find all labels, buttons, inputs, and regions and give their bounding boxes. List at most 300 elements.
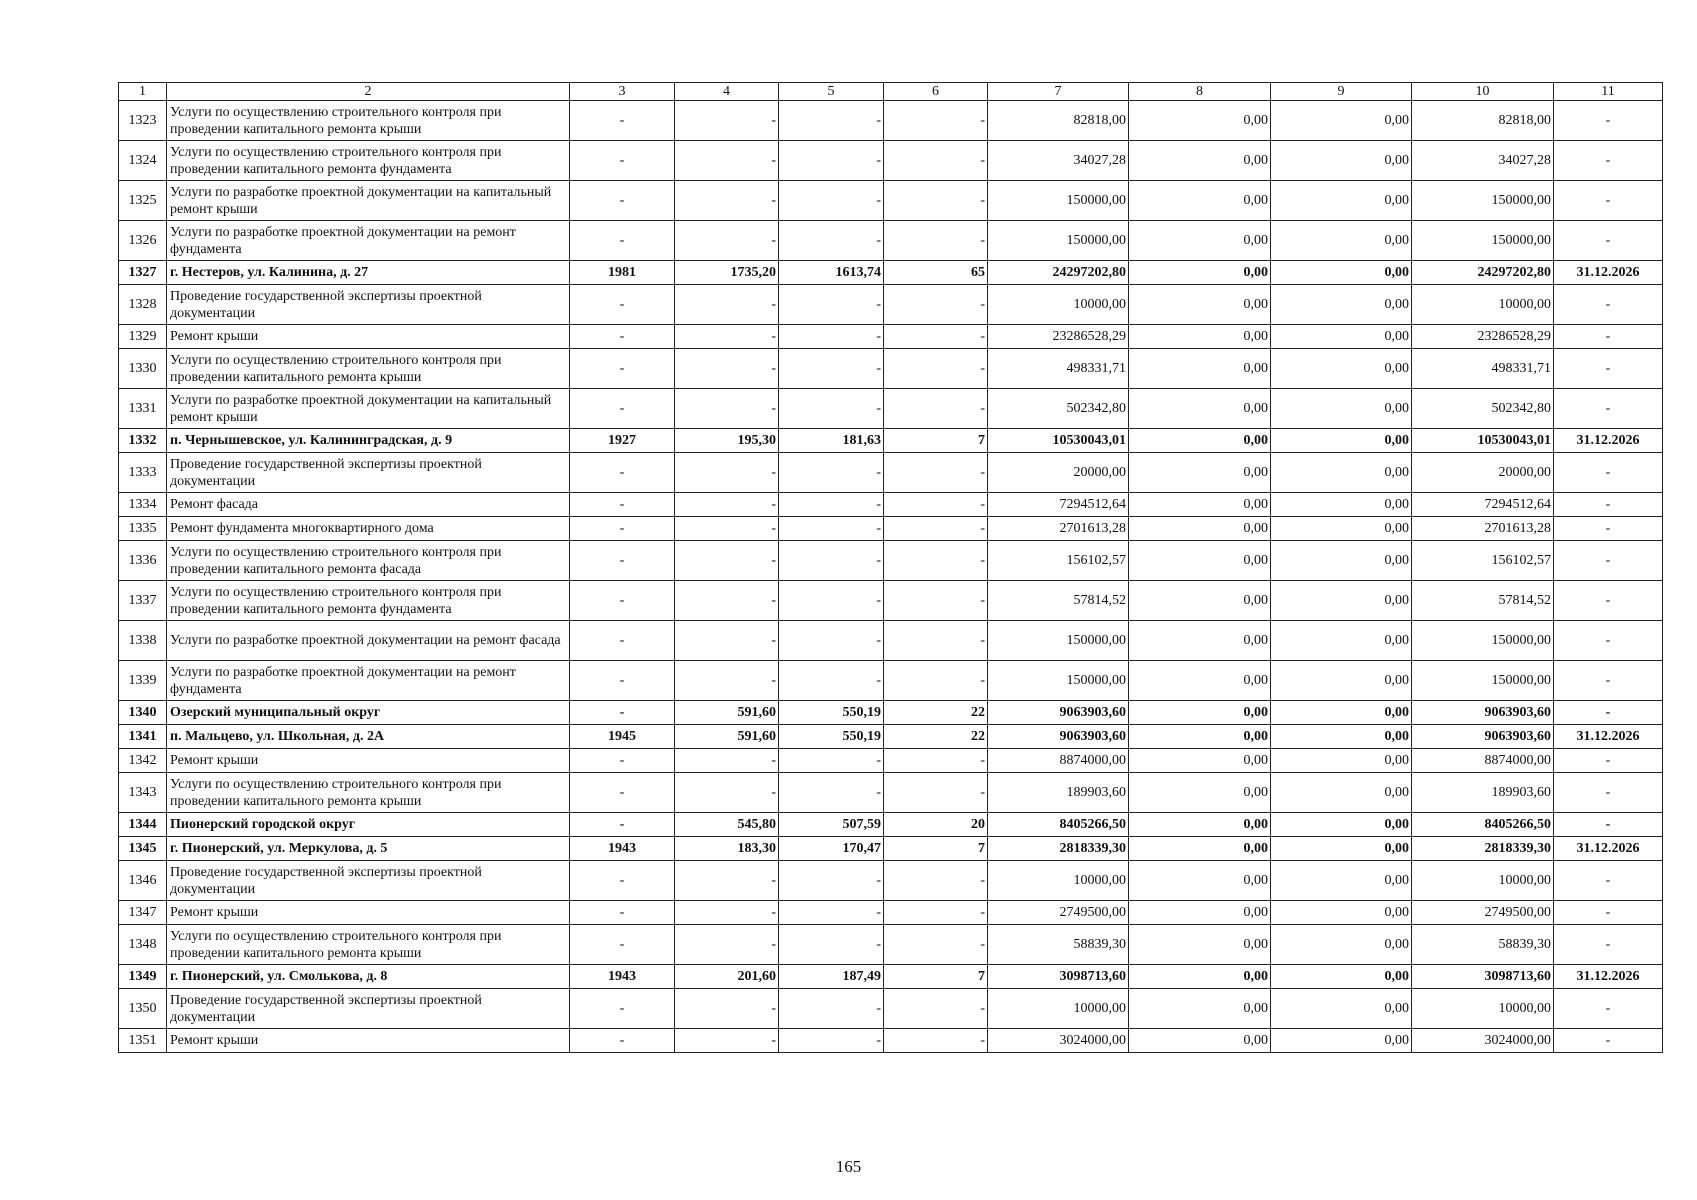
living-area-cell: - — [779, 453, 884, 493]
federal-funds-cell: 0,00 — [1129, 541, 1271, 581]
work-name-cell: Ремонт фундамента многоквартирного дома — [167, 517, 570, 541]
table-row — [119, 493, 1663, 517]
total-area-cell: - — [675, 453, 779, 493]
work-name-cell: п. Мальцево, ул. Школьная, д. 2А — [167, 725, 570, 749]
table-row — [119, 349, 1663, 389]
table-row — [119, 325, 1663, 349]
total-area-cell: - — [675, 493, 779, 517]
total-area-cell: - — [675, 989, 779, 1029]
year-cell: - — [570, 925, 675, 965]
living-area-cell: - — [779, 181, 884, 221]
total-area-cell: - — [675, 541, 779, 581]
living-area-cell: - — [779, 661, 884, 701]
regional-funds-cell: 0,00 — [1271, 773, 1412, 813]
residents-cell: - — [884, 493, 988, 517]
owners-funds-cell: 10000,00 — [1412, 861, 1554, 901]
owners-funds-cell: 2818339,30 — [1412, 837, 1554, 861]
total-cost-cell: 189903,60 — [988, 773, 1129, 813]
table-row — [119, 837, 1663, 861]
year-cell: - — [570, 861, 675, 901]
regional-funds-cell: 0,00 — [1271, 141, 1412, 181]
table-row — [119, 861, 1663, 901]
total-area-cell: 201,60 — [675, 965, 779, 989]
header-row — [119, 83, 1663, 101]
column-header: 4 — [675, 83, 779, 101]
total-area-cell: - — [675, 349, 779, 389]
table-row — [119, 221, 1663, 261]
living-area-cell: - — [779, 989, 884, 1029]
document-page — [118, 82, 1662, 1053]
total-area-cell: 183,30 — [675, 837, 779, 861]
row-number-cell: 1349 — [119, 965, 167, 989]
living-area-cell: - — [779, 101, 884, 141]
total-cost-cell: 8405266,50 — [988, 813, 1129, 837]
deadline-cell: 31.12.2026 — [1554, 429, 1663, 453]
residents-cell: - — [884, 221, 988, 261]
residents-cell: - — [884, 181, 988, 221]
year-cell: 1927 — [570, 429, 675, 453]
owners-funds-cell: 156102,57 — [1412, 541, 1554, 581]
residents-cell: - — [884, 901, 988, 925]
regional-funds-cell: 0,00 — [1271, 725, 1412, 749]
total-area-cell: - — [675, 901, 779, 925]
table-body — [119, 101, 1663, 1053]
row-number-cell: 1332 — [119, 429, 167, 453]
work-name-cell: Ремонт фасада — [167, 493, 570, 517]
residents-cell: - — [884, 621, 988, 661]
total-cost-cell: 150000,00 — [988, 661, 1129, 701]
total-area-cell: 1735,20 — [675, 261, 779, 285]
year-cell: - — [570, 221, 675, 261]
total-area-cell: - — [675, 181, 779, 221]
table-row — [119, 141, 1663, 181]
federal-funds-cell: 0,00 — [1129, 837, 1271, 861]
residents-cell: - — [884, 1029, 988, 1053]
regional-funds-cell: 0,00 — [1271, 701, 1412, 725]
federal-funds-cell: 0,00 — [1129, 1029, 1271, 1053]
row-number-cell: 1330 — [119, 349, 167, 389]
living-area-cell: - — [779, 749, 884, 773]
year-cell: - — [570, 701, 675, 725]
deadline-cell: - — [1554, 621, 1663, 661]
year-cell: - — [570, 141, 675, 181]
year-cell: - — [570, 989, 675, 1029]
residents-cell: - — [884, 541, 988, 581]
row-number-cell: 1343 — [119, 773, 167, 813]
owners-funds-cell: 3098713,60 — [1412, 965, 1554, 989]
work-name-cell: г. Пионерский, ул. Смолькова, д. 8 — [167, 965, 570, 989]
total-area-cell: 591,60 — [675, 701, 779, 725]
regional-funds-cell: 0,00 — [1271, 349, 1412, 389]
federal-funds-cell: 0,00 — [1129, 925, 1271, 965]
table-row — [119, 813, 1663, 837]
regional-funds-cell: 0,00 — [1271, 493, 1412, 517]
total-cost-cell: 502342,80 — [988, 389, 1129, 429]
residents-cell: - — [884, 581, 988, 621]
table-row — [119, 261, 1663, 285]
row-number-cell: 1347 — [119, 901, 167, 925]
living-area-cell: - — [779, 541, 884, 581]
row-number-cell: 1339 — [119, 661, 167, 701]
year-cell: - — [570, 901, 675, 925]
deadline-cell: - — [1554, 901, 1663, 925]
living-area-cell: - — [779, 901, 884, 925]
total-area-cell: - — [675, 101, 779, 141]
work-name-cell: Пионерский городской округ — [167, 813, 570, 837]
living-area-cell: 181,63 — [779, 429, 884, 453]
table-row — [119, 541, 1663, 581]
total-cost-cell: 8874000,00 — [988, 749, 1129, 773]
living-area-cell: - — [779, 349, 884, 389]
residents-cell: - — [884, 325, 988, 349]
total-cost-cell: 2701613,28 — [988, 517, 1129, 541]
column-header: 7 — [988, 83, 1129, 101]
total-cost-cell: 57814,52 — [988, 581, 1129, 621]
federal-funds-cell: 0,00 — [1129, 221, 1271, 261]
total-cost-cell: 150000,00 — [988, 621, 1129, 661]
table-row — [119, 181, 1663, 221]
federal-funds-cell: 0,00 — [1129, 749, 1271, 773]
work-name-cell: Услуги по разработке проектной документации на ремонт фундамента — [167, 661, 570, 701]
work-name-cell: Ремонт крыши — [167, 1029, 570, 1053]
owners-funds-cell: 2701613,28 — [1412, 517, 1554, 541]
work-name-cell: Услуги по осуществлению строительного контроля при проведении капитального ремонта крыши — [167, 773, 570, 813]
deadline-cell: 31.12.2026 — [1554, 965, 1663, 989]
table-row — [119, 1029, 1663, 1053]
row-number-cell: 1346 — [119, 861, 167, 901]
owners-funds-cell: 8405266,50 — [1412, 813, 1554, 837]
owners-funds-cell: 10530043,01 — [1412, 429, 1554, 453]
regional-funds-cell: 0,00 — [1271, 1029, 1412, 1053]
regional-funds-cell: 0,00 — [1271, 989, 1412, 1029]
row-number-cell: 1324 — [119, 141, 167, 181]
table-row — [119, 773, 1663, 813]
deadline-cell: - — [1554, 493, 1663, 517]
year-cell: - — [570, 661, 675, 701]
owners-funds-cell: 58839,30 — [1412, 925, 1554, 965]
row-number-cell: 1323 — [119, 101, 167, 141]
row-number-cell: 1329 — [119, 325, 167, 349]
federal-funds-cell: 0,00 — [1129, 661, 1271, 701]
deadline-cell: 31.12.2026 — [1554, 261, 1663, 285]
year-cell: - — [570, 621, 675, 661]
total-cost-cell: 7294512,64 — [988, 493, 1129, 517]
owners-funds-cell: 10000,00 — [1412, 285, 1554, 325]
total-area-cell: - — [675, 749, 779, 773]
living-area-cell: - — [779, 773, 884, 813]
table-row — [119, 701, 1663, 725]
work-name-cell: Ремонт крыши — [167, 325, 570, 349]
table-row — [119, 389, 1663, 429]
deadline-cell: - — [1554, 541, 1663, 581]
capital-repair-table — [118, 82, 1663, 1053]
federal-funds-cell: 0,00 — [1129, 813, 1271, 837]
year-cell: - — [570, 181, 675, 221]
regional-funds-cell: 0,00 — [1271, 749, 1412, 773]
column-header: 1 — [119, 83, 167, 101]
living-area-cell: 170,47 — [779, 837, 884, 861]
federal-funds-cell: 0,00 — [1129, 725, 1271, 749]
table-row — [119, 725, 1663, 749]
table-row — [119, 661, 1663, 701]
year-cell: - — [570, 517, 675, 541]
work-name-cell: Ремонт крыши — [167, 901, 570, 925]
total-cost-cell: 82818,00 — [988, 101, 1129, 141]
row-number-cell: 1341 — [119, 725, 167, 749]
owners-funds-cell: 150000,00 — [1412, 181, 1554, 221]
federal-funds-cell: 0,00 — [1129, 493, 1271, 517]
owners-funds-cell: 8874000,00 — [1412, 749, 1554, 773]
row-number-cell: 1350 — [119, 989, 167, 1029]
federal-funds-cell: 0,00 — [1129, 181, 1271, 221]
residents-cell: - — [884, 661, 988, 701]
total-area-cell: - — [675, 517, 779, 541]
living-area-cell: 550,19 — [779, 701, 884, 725]
year-cell: - — [570, 101, 675, 141]
total-area-cell: - — [675, 581, 779, 621]
work-name-cell: Услуги по осуществлению строительного контроля при проведении капитального ремонта фасада — [167, 541, 570, 581]
total-area-cell: - — [675, 221, 779, 261]
residents-cell: 22 — [884, 725, 988, 749]
regional-funds-cell: 0,00 — [1271, 517, 1412, 541]
living-area-cell: - — [779, 285, 884, 325]
residents-cell: 7 — [884, 837, 988, 861]
living-area-cell: - — [779, 861, 884, 901]
owners-funds-cell: 7294512,64 — [1412, 493, 1554, 517]
year-cell: - — [570, 325, 675, 349]
federal-funds-cell: 0,00 — [1129, 901, 1271, 925]
year-cell: - — [570, 389, 675, 429]
owners-funds-cell: 82818,00 — [1412, 101, 1554, 141]
work-name-cell: Проведение государственной экспертизы проектной документации — [167, 285, 570, 325]
total-cost-cell: 10000,00 — [988, 285, 1129, 325]
total-area-cell: 591,60 — [675, 725, 779, 749]
row-number-cell: 1345 — [119, 837, 167, 861]
total-cost-cell: 3098713,60 — [988, 965, 1129, 989]
owners-funds-cell: 150000,00 — [1412, 621, 1554, 661]
row-number-cell: 1337 — [119, 581, 167, 621]
year-cell: - — [570, 1029, 675, 1053]
total-area-cell: - — [675, 389, 779, 429]
federal-funds-cell: 0,00 — [1129, 621, 1271, 661]
table-row — [119, 749, 1663, 773]
regional-funds-cell: 0,00 — [1271, 813, 1412, 837]
work-name-cell: Ремонт крыши — [167, 749, 570, 773]
owners-funds-cell: 189903,60 — [1412, 773, 1554, 813]
total-area-cell: - — [675, 1029, 779, 1053]
work-name-cell: Услуги по осуществлению строительного контроля при проведении капитального ремонта крыши — [167, 925, 570, 965]
owners-funds-cell: 20000,00 — [1412, 453, 1554, 493]
deadline-cell: - — [1554, 349, 1663, 389]
work-name-cell: Услуги по разработке проектной документации на ремонт фундамента — [167, 221, 570, 261]
regional-funds-cell: 0,00 — [1271, 861, 1412, 901]
table-row — [119, 965, 1663, 989]
total-area-cell: 545,80 — [675, 813, 779, 837]
deadline-cell: - — [1554, 773, 1663, 813]
row-number-cell: 1331 — [119, 389, 167, 429]
residents-cell: 22 — [884, 701, 988, 725]
owners-funds-cell: 10000,00 — [1412, 989, 1554, 1029]
table-row — [119, 285, 1663, 325]
residents-cell: - — [884, 349, 988, 389]
year-cell: - — [570, 349, 675, 389]
row-number-cell: 1334 — [119, 493, 167, 517]
work-name-cell: Проведение государственной экспертизы проектной документации — [167, 989, 570, 1029]
year-cell: - — [570, 773, 675, 813]
work-name-cell: г. Пионерский, ул. Меркулова, д. 5 — [167, 837, 570, 861]
residents-cell: - — [884, 749, 988, 773]
table-row — [119, 517, 1663, 541]
deadline-cell: 31.12.2026 — [1554, 837, 1663, 861]
total-cost-cell: 2749500,00 — [988, 901, 1129, 925]
deadline-cell: - — [1554, 861, 1663, 901]
regional-funds-cell: 0,00 — [1271, 837, 1412, 861]
year-cell: 1945 — [570, 725, 675, 749]
living-area-cell: - — [779, 925, 884, 965]
row-number-cell: 1335 — [119, 517, 167, 541]
living-area-cell: - — [779, 517, 884, 541]
deadline-cell: - — [1554, 285, 1663, 325]
year-cell: 1943 — [570, 837, 675, 861]
row-number-cell: 1338 — [119, 621, 167, 661]
total-cost-cell: 10000,00 — [988, 861, 1129, 901]
total-cost-cell: 23286528,29 — [988, 325, 1129, 349]
regional-funds-cell: 0,00 — [1271, 261, 1412, 285]
regional-funds-cell: 0,00 — [1271, 181, 1412, 221]
deadline-cell: - — [1554, 101, 1663, 141]
regional-funds-cell: 0,00 — [1271, 221, 1412, 261]
federal-funds-cell: 0,00 — [1129, 517, 1271, 541]
residents-cell: 65 — [884, 261, 988, 285]
owners-funds-cell: 498331,71 — [1412, 349, 1554, 389]
row-number-cell: 1328 — [119, 285, 167, 325]
work-name-cell: Услуги по разработке проектной документации на капитальный ремонт крыши — [167, 181, 570, 221]
living-area-cell: - — [779, 221, 884, 261]
owners-funds-cell: 57814,52 — [1412, 581, 1554, 621]
owners-funds-cell: 502342,80 — [1412, 389, 1554, 429]
total-cost-cell: 58839,30 — [988, 925, 1129, 965]
column-header: 10 — [1412, 83, 1554, 101]
row-number-cell: 1342 — [119, 749, 167, 773]
total-cost-cell: 9063903,60 — [988, 701, 1129, 725]
deadline-cell: - — [1554, 581, 1663, 621]
deadline-cell: - — [1554, 325, 1663, 349]
total-area-cell: - — [675, 621, 779, 661]
row-number-cell: 1348 — [119, 925, 167, 965]
total-cost-cell: 9063903,60 — [988, 725, 1129, 749]
federal-funds-cell: 0,00 — [1129, 773, 1271, 813]
column-header: 3 — [570, 83, 675, 101]
residents-cell: - — [884, 453, 988, 493]
work-name-cell: Услуги по осуществлению строительного контроля при проведении капитального ремонта крыши — [167, 101, 570, 141]
work-name-cell: Услуги по осуществлению строительного контроля при проведении капитального ремонта крыши — [167, 349, 570, 389]
year-cell: 1981 — [570, 261, 675, 285]
living-area-cell: - — [779, 493, 884, 517]
work-name-cell: Проведение государственной экспертизы проектной документации — [167, 861, 570, 901]
federal-funds-cell: 0,00 — [1129, 141, 1271, 181]
row-number-cell: 1325 — [119, 181, 167, 221]
residents-cell: - — [884, 141, 988, 181]
residents-cell: 20 — [884, 813, 988, 837]
residents-cell: - — [884, 389, 988, 429]
deadline-cell: - — [1554, 813, 1663, 837]
owners-funds-cell: 9063903,60 — [1412, 725, 1554, 749]
regional-funds-cell: 0,00 — [1271, 581, 1412, 621]
federal-funds-cell: 0,00 — [1129, 581, 1271, 621]
federal-funds-cell: 0,00 — [1129, 285, 1271, 325]
deadline-cell: - — [1554, 453, 1663, 493]
total-area-cell: - — [675, 325, 779, 349]
total-area-cell: - — [675, 141, 779, 181]
total-area-cell: - — [675, 925, 779, 965]
table-row — [119, 429, 1663, 453]
total-area-cell: 195,30 — [675, 429, 779, 453]
column-header: 5 — [779, 83, 884, 101]
federal-funds-cell: 0,00 — [1129, 989, 1271, 1029]
row-number-cell: 1340 — [119, 701, 167, 725]
total-cost-cell: 498331,71 — [988, 349, 1129, 389]
living-area-cell: - — [779, 581, 884, 621]
row-number-cell: 1326 — [119, 221, 167, 261]
living-area-cell: - — [779, 621, 884, 661]
regional-funds-cell: 0,00 — [1271, 389, 1412, 429]
total-cost-cell: 20000,00 — [988, 453, 1129, 493]
regional-funds-cell: 0,00 — [1271, 965, 1412, 989]
living-area-cell: 1613,74 — [779, 261, 884, 285]
federal-funds-cell: 0,00 — [1129, 429, 1271, 453]
year-cell: - — [570, 285, 675, 325]
table-row — [119, 925, 1663, 965]
living-area-cell: - — [779, 325, 884, 349]
owners-funds-cell: 150000,00 — [1412, 221, 1554, 261]
total-area-cell: - — [675, 661, 779, 701]
column-header: 2 — [167, 83, 570, 101]
federal-funds-cell: 0,00 — [1129, 861, 1271, 901]
residents-cell: - — [884, 773, 988, 813]
living-area-cell: - — [779, 1029, 884, 1053]
deadline-cell: - — [1554, 389, 1663, 429]
year-cell: - — [570, 453, 675, 493]
table-row — [119, 621, 1663, 661]
living-area-cell: 187,49 — [779, 965, 884, 989]
owners-funds-cell: 23286528,29 — [1412, 325, 1554, 349]
federal-funds-cell: 0,00 — [1129, 261, 1271, 285]
row-number-cell: 1351 — [119, 1029, 167, 1053]
deadline-cell: - — [1554, 517, 1663, 541]
federal-funds-cell: 0,00 — [1129, 101, 1271, 141]
column-header: 6 — [884, 83, 988, 101]
work-name-cell: Проведение государственной экспертизы проектной документации — [167, 453, 570, 493]
page-number: 165 — [835, 1157, 862, 1176]
living-area-cell: 507,59 — [779, 813, 884, 837]
federal-funds-cell: 0,00 — [1129, 453, 1271, 493]
column-header: 8 — [1129, 83, 1271, 101]
deadline-cell: - — [1554, 925, 1663, 965]
owners-funds-cell: 34027,28 — [1412, 141, 1554, 181]
table-row — [119, 989, 1663, 1029]
total-cost-cell: 150000,00 — [988, 181, 1129, 221]
total-area-cell: - — [675, 285, 779, 325]
deadline-cell: - — [1554, 141, 1663, 181]
work-name-cell: Услуги по осуществлению строительного контроля при проведении капитального ремонта фундамента — [167, 581, 570, 621]
regional-funds-cell: 0,00 — [1271, 661, 1412, 701]
table-row — [119, 101, 1663, 141]
living-area-cell: - — [779, 141, 884, 181]
regional-funds-cell: 0,00 — [1271, 285, 1412, 325]
federal-funds-cell: 0,00 — [1129, 349, 1271, 389]
total-area-cell: - — [675, 861, 779, 901]
federal-funds-cell: 0,00 — [1129, 965, 1271, 989]
